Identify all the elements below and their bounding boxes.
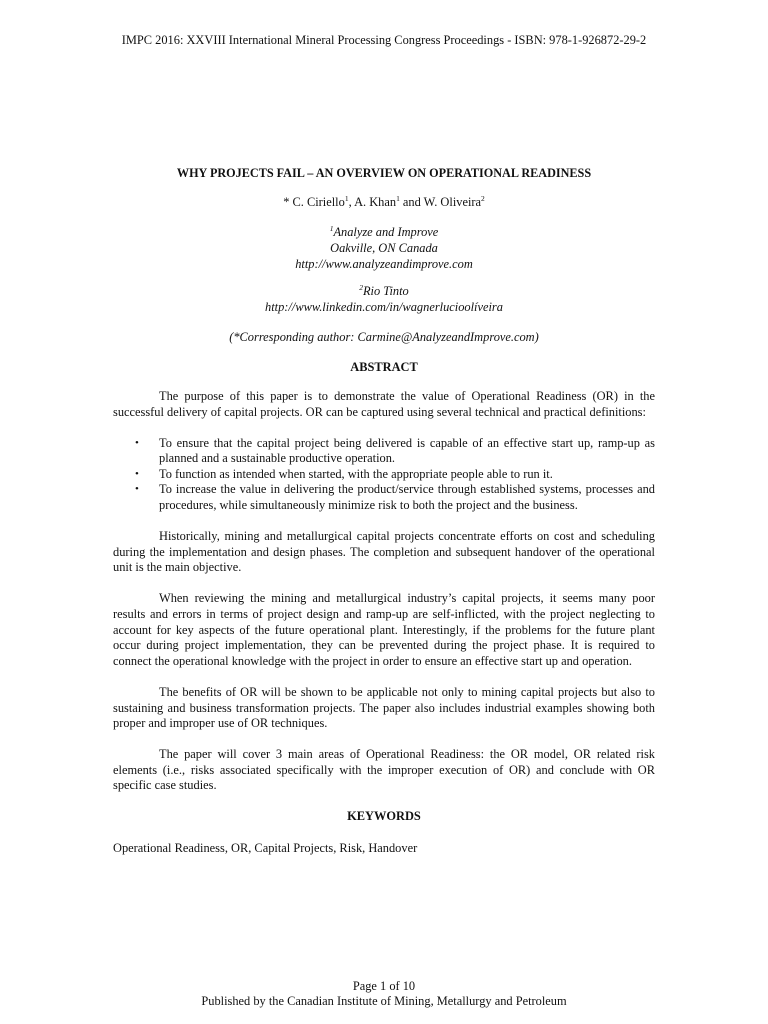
paper-title: WHY PROJECTS FAIL – AN OVERVIEW ON OPERATIONAL READINESS [176, 166, 592, 180]
list-item [113, 482, 655, 513]
abstract-paragraph: The paper will cover 3 main areas of Operational Readiness: the OR model, OR related risk elements (i.e., risks associated specifically with the improper execution of OR) and conclude with OR specific case studies. [113, 747, 655, 793]
publisher-line: Published by the Canadian Institute of Mining, Metallurgy and Petroleum [201, 994, 567, 1008]
affiliation-location: Oakville, ON Canada [330, 241, 438, 255]
affiliation-url[interactable]: http://www.linkedin.com/in/wagnerlucioolíveira [265, 300, 503, 314]
page-footer [0, 979, 768, 1009]
bullet-icon: • [135, 467, 139, 480]
author-khan: , A. Khan [348, 195, 397, 209]
list-item [113, 467, 655, 483]
abstract-paragraph: The benefits of OR will be shown to be applicable not only to mining capital projects but also to sustaining and business transformation projects. The paper also includes industrial examples showing both proper and improper use of OR techniques. [113, 684, 655, 731]
abstract-paragraph: Historically, mining and metallurgical capital projects concentrate efforts on cost and scheduling during the implementation and design phases. The completion and subsequent handover of the operational unit is the main objective. [113, 529, 655, 575]
affiliation-sup: 2 [359, 283, 363, 292]
author-ciriello: * C. Ciriello [283, 195, 345, 209]
author-oliveira: and W. Oliveira [399, 195, 482, 209]
bullet-icon: • [135, 483, 139, 496]
running-header: IMPC 2016: XXVIII International Mineral Processing Congress Proceedings - ISBN: 978-1-926872-29-2 [121, 33, 647, 47]
author-list [0, 195, 768, 211]
author-affil-sup: 1 [344, 194, 349, 203]
abstract-paragraph: When reviewing the mining and metallurgical industry’s capital projects, it seems many poor results and errors in terms of project design and ramp-up are self-inflicted, with the project neglecting to account for key aspects of the future operational plant. Interestingly, if the problems for the future plant occur during project implementation, they can be prevented during the project phase. It is required to connect the operational knowledge with the project in order to ensure an effective start up and operation. [113, 591, 655, 668]
list-item-text: To ensure that the capital project being delivered is capable of an effective start up, ramp-up as planned and a sustainable productive operation. [159, 435, 655, 466]
affiliation-1 [0, 224, 768, 272]
corresponding-author: (*Corresponding author: Carmine@AnalyzeandImprove.com) [229, 330, 539, 344]
list-item [113, 436, 655, 467]
list-item-text: To increase the value in delivering the product/service through established systems, processes and procedures, while simultaneously minimize risk to both the project and the business. [159, 482, 655, 513]
page-number: Page 1 of 10 [352, 979, 416, 993]
affiliation-url[interactable]: http://www.analyzeandimprove.com [295, 257, 473, 271]
bullet-icon: • [135, 436, 139, 449]
affiliation-name: Analyze and Improve [333, 225, 439, 239]
keywords-text: Operational Readiness, OR, Capital Projects, Risk, Handover [113, 840, 418, 855]
affiliation-sup: 1 [329, 224, 334, 233]
keywords-heading: KEYWORDS [347, 809, 421, 824]
abstract-paragraph: The purpose of this paper is to demonstrate the value of Operational Readiness (OR) in the successful delivery of capital projects. OR can be captured using several technical and practical definitions: [113, 389, 655, 419]
abstract-heading: ABSTRACT [350, 360, 418, 374]
abstract-body [113, 389, 655, 856]
affiliation-2 [0, 283, 768, 315]
list-item-text: To function as intended when started, with the appropriate people able to run it. [159, 466, 553, 481]
author-affil-sup: 1 [396, 194, 400, 203]
affiliation-name: Rio Tinto [362, 284, 409, 298]
definition-list [113, 436, 655, 514]
author-affil-sup: 2 [481, 194, 485, 203]
